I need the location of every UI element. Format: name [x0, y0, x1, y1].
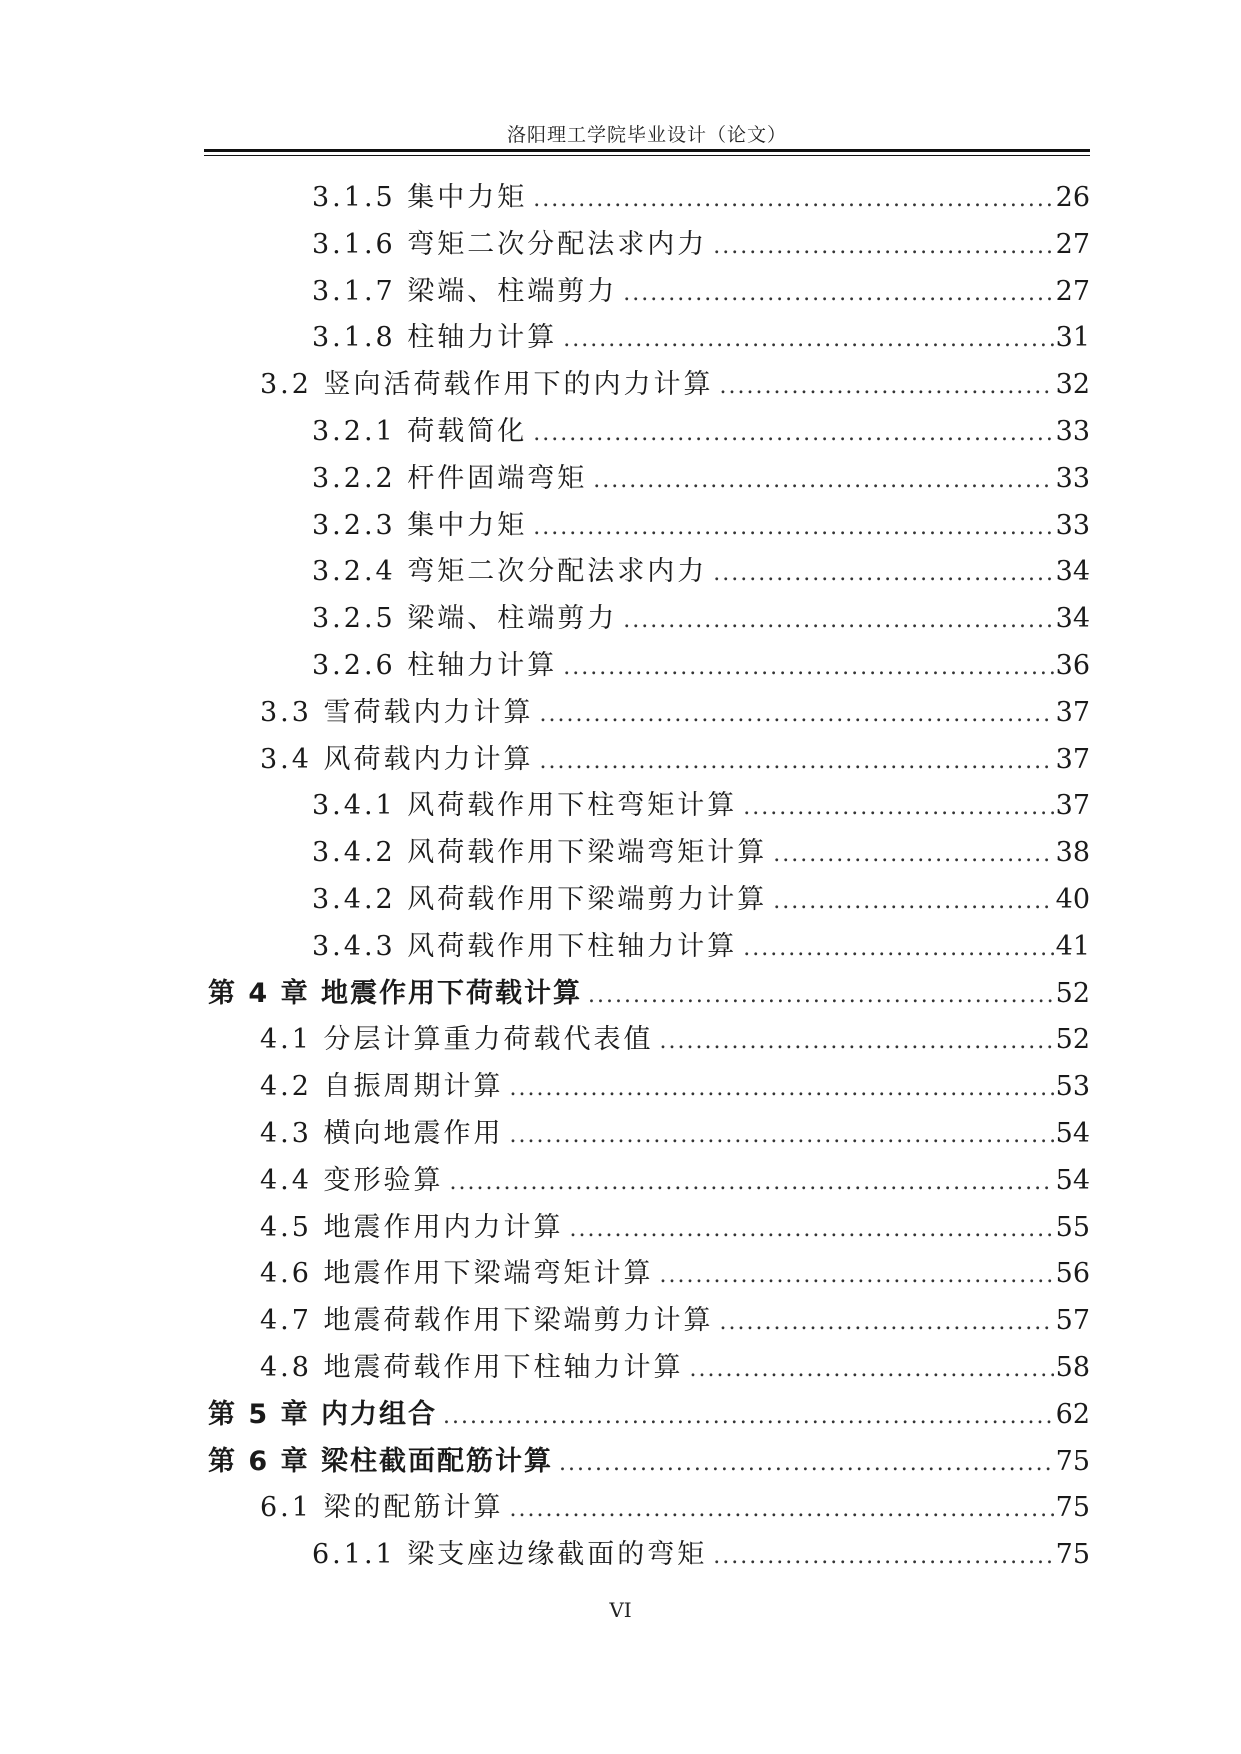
toc-leader-dots: [660, 1019, 1054, 1066]
toc-entry[interactable]: [204, 549, 1090, 596]
toc-leader-dots: [510, 1487, 1054, 1534]
toc-leader-dots: [593, 458, 1053, 505]
toc-entry-title: 6.1 梁的配筋计算: [260, 1492, 504, 1524]
toc-leader-dots: [660, 1253, 1054, 1300]
toc-leader-dots: [510, 1066, 1054, 1113]
toc-entry-page: 53: [1055, 1071, 1090, 1103]
toc-entry-page: 75: [1055, 1539, 1090, 1571]
toc-entry[interactable]: [204, 222, 1090, 269]
toc-entry-title: 第 5 章 内力组合: [208, 1398, 437, 1430]
toc-leader-dots: [563, 317, 1053, 364]
toc-entry-title: 4.6 地震作用下梁端弯矩计算: [260, 1258, 654, 1290]
toc-entry-title: 4.7 地震荷载作用下梁端剪力计算: [260, 1305, 714, 1337]
toc-entry-title: 4.8 地震荷载作用下柱轴力计算: [260, 1351, 684, 1383]
toc-leader-dots: [743, 785, 1053, 832]
toc-entry[interactable]: [204, 596, 1090, 643]
toc-entry-title: 3.4.2 风荷载作用下梁端弯矩计算: [312, 837, 768, 869]
toc-entry-page: 37: [1055, 696, 1090, 728]
toc-entry-page: 52: [1055, 977, 1090, 1009]
toc-entry[interactable]: [204, 783, 1090, 830]
toc-entry-title: 3.1.5 集中力矩: [312, 182, 528, 213]
toc-entry[interactable]: [204, 1017, 1090, 1064]
toc-entry-title: 3.2.5 梁端、柱端剪力: [312, 603, 618, 635]
toc-entry[interactable]: [204, 456, 1090, 503]
toc-leader-dots: [623, 598, 1053, 645]
toc-entry-page: 34: [1055, 603, 1090, 635]
toc-entry-title: 3.4.2 风荷载作用下梁端剪力计算: [312, 883, 768, 915]
toc-entry-title: 3.2.4 弯矩二次分配法求内力: [312, 556, 708, 588]
header-rule-thin: [204, 155, 1090, 156]
toc-entry[interactable]: [204, 1392, 1090, 1439]
toc-entry-title: 3.4 风荷载内力计算: [260, 743, 534, 775]
toc-entry-page: 31: [1055, 322, 1090, 354]
toc-entry[interactable]: [204, 315, 1090, 362]
toc-entry-page: 75: [1055, 1492, 1090, 1524]
toc-entry-page: 55: [1055, 1211, 1090, 1243]
toc-entry[interactable]: [204, 924, 1090, 971]
toc-leader-dots: [559, 1441, 1054, 1488]
toc-entry-page: 56: [1055, 1258, 1090, 1290]
toc-entry-page: 27: [1055, 275, 1090, 307]
toc-entry-page: 33: [1055, 509, 1090, 541]
toc-entry[interactable]: [204, 409, 1090, 456]
toc-entry-title: 3.1.7 梁端、柱端剪力: [312, 275, 618, 307]
toc-entry-page: 37: [1055, 743, 1090, 775]
toc-entry[interactable]: [204, 503, 1090, 550]
toc-entry-page: 27: [1055, 228, 1090, 260]
toc-entry-page: 62: [1055, 1398, 1090, 1430]
toc-leader-dots: [773, 832, 1053, 879]
toc-entry[interactable]: [204, 1251, 1090, 1298]
toc-entry-title: 3.4.3 风荷载作用下柱轴力计算: [312, 930, 738, 962]
toc-leader-dots: [443, 1394, 1054, 1441]
toc-leader-dots: [533, 177, 1053, 224]
toc-entry-page: 33: [1055, 462, 1090, 494]
toc-entry-title: 第 4 章 地震作用下荷载计算: [208, 977, 582, 1009]
toc-entry[interactable]: [204, 690, 1090, 737]
toc-entry-page: 36: [1055, 649, 1090, 681]
toc-entry[interactable]: [204, 971, 1090, 1018]
toc-entry[interactable]: [204, 737, 1090, 784]
toc-entry[interactable]: [204, 269, 1090, 316]
toc-entry-page: 52: [1055, 1024, 1090, 1056]
toc-entry-page: 33: [1055, 415, 1090, 447]
table-of-contents: [204, 175, 1090, 1579]
toc-entry-page: 41: [1055, 930, 1090, 962]
toc-entry-title: 4.3 横向地震作用: [260, 1117, 504, 1149]
toc-entry-page: 32: [1055, 369, 1090, 401]
toc-leader-dots: [623, 271, 1053, 318]
toc-entry[interactable]: [204, 362, 1090, 409]
toc-leader-dots: [713, 224, 1053, 271]
toc-entry-title: 3.2.1 荷载简化: [312, 415, 528, 447]
toc-entry[interactable]: [204, 1158, 1090, 1205]
toc-entry[interactable]: [204, 1345, 1090, 1392]
toc-entry-title: 4.5 地震作用内力计算: [260, 1211, 564, 1243]
toc-entry-page: 54: [1055, 1117, 1090, 1149]
toc-entry[interactable]: [204, 877, 1090, 924]
toc-entry[interactable]: [204, 1439, 1090, 1486]
header-rule-thick: [204, 149, 1090, 152]
toc-leader-dots: [533, 505, 1053, 552]
toc-entry[interactable]: [204, 643, 1090, 690]
toc-entry-page: 75: [1055, 1445, 1090, 1477]
toc-entry-title: 3.4.1 风荷载作用下柱弯矩计算: [312, 790, 738, 822]
toc-entry-title: 第 6 章 梁柱截面配筋计算: [208, 1445, 553, 1477]
toc-leader-dots: [720, 1300, 1054, 1347]
toc-leader-dots: [743, 926, 1053, 973]
toc-entry-title: 3.1.6 弯矩二次分配法求内力: [312, 228, 708, 260]
toc-entry-page: 38: [1055, 837, 1090, 869]
toc-leader-dots: [713, 551, 1053, 598]
toc-leader-dots: [563, 645, 1053, 692]
toc-leader-dots: [540, 739, 1054, 786]
toc-leader-dots: [533, 411, 1053, 458]
toc-leader-dots: [588, 973, 1054, 1020]
toc-entry-title: 3.2.3 集中力矩: [312, 509, 528, 541]
running-header: 洛阳理工学院毕业设计（论文）: [506, 124, 787, 146]
toc-entry[interactable]: [204, 1064, 1090, 1111]
toc-entry-page: 37: [1055, 790, 1090, 822]
page-number: VI: [609, 1598, 632, 1622]
toc-leader-dots: [540, 692, 1054, 739]
toc-entry[interactable]: [204, 830, 1090, 877]
toc-leader-dots: [690, 1347, 1054, 1394]
toc-leader-dots: [713, 1534, 1053, 1581]
toc-leader-dots: [570, 1207, 1054, 1254]
toc-leader-dots: [450, 1160, 1054, 1207]
toc-entry-title: 6.1.1 梁支座边缘截面的弯矩: [312, 1539, 708, 1571]
toc-entry-title: 3.2.2 杆件固端弯矩: [312, 462, 588, 494]
toc-entry-page: 34: [1055, 556, 1090, 588]
toc-entry-title: 3.1.8 柱轴力计算: [312, 322, 558, 354]
toc-entry[interactable]: [204, 175, 1090, 222]
toc-leader-dots: [720, 364, 1054, 411]
toc-entry-page: 57: [1055, 1305, 1090, 1337]
toc-leader-dots: [773, 879, 1053, 926]
toc-entry[interactable]: [204, 1485, 1090, 1532]
toc-entry-title: 4.1 分层计算重力荷载代表值: [260, 1024, 654, 1056]
toc-entry[interactable]: [204, 1111, 1090, 1158]
toc-entry-title: 3.3 雪荷载内力计算: [260, 696, 534, 728]
toc-entry-page: 40: [1055, 883, 1090, 915]
toc-entry-title: 4.2 自振周期计算: [260, 1071, 504, 1103]
toc-entry[interactable]: [204, 1298, 1090, 1345]
toc-entry-page: 58: [1055, 1351, 1090, 1383]
toc-entry-title: 3.2.6 柱轴力计算: [312, 649, 558, 681]
toc-leader-dots: [510, 1113, 1054, 1160]
toc-entry-page: 26: [1055, 182, 1090, 213]
toc-entry[interactable]: [204, 1205, 1090, 1252]
toc-entry-title: 4.4 变形验算: [260, 1164, 444, 1196]
toc-entry-title: 3.2 竖向活荷载作用下的内力计算: [260, 369, 714, 401]
toc-entry[interactable]: [204, 1532, 1090, 1579]
toc-entry-page: 54: [1055, 1164, 1090, 1196]
